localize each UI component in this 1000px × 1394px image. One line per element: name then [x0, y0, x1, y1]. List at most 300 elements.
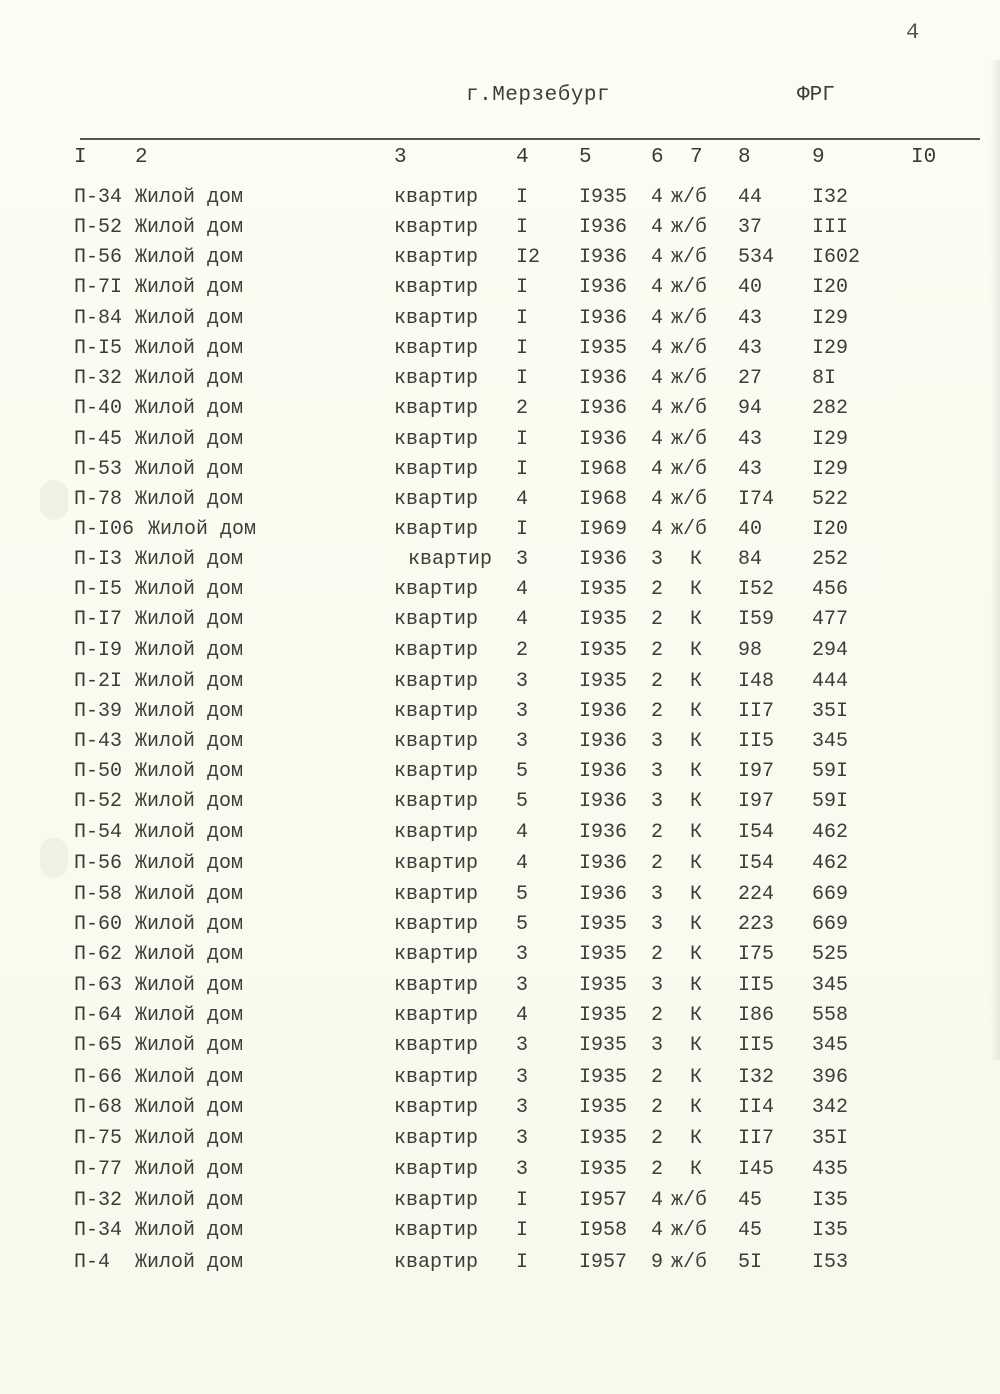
usage-type: квартир — [394, 790, 479, 813]
table-row — [0, 578, 1000, 608]
column-9-value: 525 — [812, 943, 849, 966]
column-8-value: 45 — [738, 1219, 763, 1242]
column-number: 4 — [516, 146, 529, 169]
usage-type: квартир — [394, 883, 479, 906]
usage-type: квартир — [394, 670, 479, 693]
count-value: 4 — [516, 1004, 529, 1027]
column-9-value: 345 — [812, 730, 849, 753]
usage-type: квартир — [394, 760, 479, 783]
table-row — [0, 307, 1000, 337]
column-9-value: I53 — [812, 1251, 849, 1274]
column-8-value: 223 — [738, 913, 775, 936]
column-9-value: 522 — [812, 488, 849, 511]
building-name: Жилой дом — [135, 246, 244, 269]
floors-value: 3 — [651, 730, 664, 753]
table-row — [0, 1096, 1000, 1126]
material-value: ж/б — [671, 337, 708, 360]
floors-value: 4 — [651, 1189, 664, 1212]
building-id: П-I7 — [74, 608, 123, 631]
building-id: П-I3 — [74, 548, 123, 571]
year-value: I936 — [579, 790, 628, 813]
building-id: П-45 — [74, 428, 123, 451]
table-row — [0, 974, 1000, 1004]
building-id: П-43 — [74, 730, 123, 753]
floors-value: 2 — [651, 670, 664, 693]
building-id: П-77 — [74, 1158, 123, 1181]
material-value: К — [690, 548, 703, 571]
building-name: Жилой дом — [135, 760, 244, 783]
material-value: К — [690, 608, 703, 631]
floors-value: 2 — [651, 578, 664, 601]
building-id: П-I9 — [74, 639, 123, 662]
column-9-value: I32 — [812, 186, 849, 209]
building-name: Жилой дом — [135, 790, 244, 813]
building-name: Жилой дом — [135, 1096, 244, 1119]
building-name: Жилой дом — [135, 730, 244, 753]
year-value: I935 — [579, 186, 628, 209]
building-name: Жилой дом — [135, 488, 244, 511]
material-value: ж/б — [671, 1251, 708, 1274]
usage-type: квартир — [394, 337, 479, 360]
table-row — [0, 367, 1000, 397]
building-id: П-2I — [74, 670, 123, 693]
column-9-value: I35 — [812, 1219, 849, 1242]
year-value: I935 — [579, 337, 628, 360]
usage-type: квартир — [394, 1127, 479, 1150]
column-9-value: 345 — [812, 1034, 849, 1057]
building-id: П-4 — [74, 1251, 111, 1274]
table-row — [0, 458, 1000, 488]
column-9-value: 669 — [812, 913, 849, 936]
material-value: К — [690, 883, 703, 906]
column-8-value: 27 — [738, 367, 763, 390]
usage-type: квартир — [394, 1004, 479, 1027]
building-id: П-34 — [74, 186, 123, 209]
floors-value: 2 — [651, 1158, 664, 1181]
column-8-value: 44 — [738, 186, 763, 209]
building-name: Жилой дом — [135, 943, 244, 966]
usage-type: квартир — [394, 246, 479, 269]
usage-type: квартир — [394, 1189, 479, 1212]
table-row — [0, 760, 1000, 790]
table-row — [0, 852, 1000, 882]
column-number: I — [74, 146, 87, 169]
material-value: К — [690, 1066, 703, 1089]
material-value: К — [690, 821, 703, 844]
usage-type: квартир — [394, 367, 479, 390]
count-value: I — [516, 216, 529, 239]
column-8-value: 534 — [738, 246, 775, 269]
building-name: Жилой дом — [135, 1219, 244, 1242]
material-value: К — [690, 700, 703, 723]
count-value: I — [516, 276, 529, 299]
building-name: Жилой дом — [135, 883, 244, 906]
usage-type: квартир — [394, 1158, 479, 1181]
year-value: I936 — [579, 852, 628, 875]
year-value: I958 — [579, 1219, 628, 1242]
column-9-value: 35I — [812, 700, 849, 723]
count-value: 3 — [516, 1096, 529, 1119]
floors-value: 4 — [651, 307, 664, 330]
floors-value: 3 — [651, 913, 664, 936]
building-name: Жилой дом — [135, 216, 244, 239]
building-name: Жилой дом — [148, 518, 257, 541]
building-name: Жилой дом — [135, 852, 244, 875]
floors-value: 3 — [651, 760, 664, 783]
column-9-value: 477 — [812, 608, 849, 631]
building-id: П-78 — [74, 488, 123, 511]
building-id: П-32 — [74, 1189, 123, 1212]
column-8-value: 45 — [738, 1189, 763, 1212]
building-id: П-84 — [74, 307, 123, 330]
column-9-value: 8I — [812, 367, 837, 390]
page-number: 4 — [906, 20, 920, 45]
count-value: 5 — [516, 913, 529, 936]
year-value: I936 — [579, 760, 628, 783]
column-9-value: 396 — [812, 1066, 849, 1089]
count-value: I — [516, 518, 529, 541]
floors-value: 2 — [651, 639, 664, 662]
building-name: Жилой дом — [135, 608, 244, 631]
column-8-value: I32 — [738, 1066, 775, 1089]
column-8-value: 84 — [738, 548, 763, 571]
building-id: П-I06 — [74, 518, 135, 541]
column-8-value: II4 — [738, 1096, 775, 1119]
column-8-value: 5I — [738, 1251, 763, 1274]
count-value: I — [516, 1189, 529, 1212]
count-value: 3 — [516, 1127, 529, 1150]
column-8-value: 43 — [738, 307, 763, 330]
column-8-value: I75 — [738, 943, 775, 966]
material-value: К — [690, 974, 703, 997]
building-name: Жилой дом — [135, 1066, 244, 1089]
floors-value: 2 — [651, 1127, 664, 1150]
column-8-value: 43 — [738, 337, 763, 360]
table-row — [0, 246, 1000, 276]
count-value: 3 — [516, 1066, 529, 1089]
column-8-value: I54 — [738, 821, 775, 844]
floors-value: 4 — [651, 518, 664, 541]
material-value: ж/б — [671, 367, 708, 390]
building-name: Жилой дом — [135, 367, 244, 390]
year-value: I935 — [579, 608, 628, 631]
table-row — [0, 730, 1000, 760]
building-name: Жилой дом — [135, 276, 244, 299]
year-value: I936 — [579, 730, 628, 753]
table-row — [0, 913, 1000, 943]
column-9-value: 456 — [812, 578, 849, 601]
usage-type: квартир — [394, 700, 479, 723]
count-value: 4 — [516, 821, 529, 844]
building-name: Жилой дом — [135, 974, 244, 997]
column-8-value: 40 — [738, 518, 763, 541]
column-9-value: 282 — [812, 397, 849, 420]
table-row — [0, 518, 1000, 548]
count-value: 2 — [516, 639, 529, 662]
material-value: ж/б — [671, 397, 708, 420]
count-value: 4 — [516, 608, 529, 631]
column-8-value: I59 — [738, 608, 775, 631]
year-value: I936 — [579, 216, 628, 239]
count-value: I — [516, 1251, 529, 1274]
header-country: ФРГ — [797, 84, 835, 107]
material-value: К — [690, 943, 703, 966]
column-8-value: I54 — [738, 852, 775, 875]
building-name: Жилой дом — [135, 1189, 244, 1212]
column-9-value: 342 — [812, 1096, 849, 1119]
floors-value: 2 — [651, 852, 664, 875]
year-value: I936 — [579, 821, 628, 844]
table-row — [0, 943, 1000, 973]
floors-value: 9 — [651, 1251, 664, 1274]
count-value: I2 — [516, 246, 541, 269]
column-number: 8 — [738, 146, 751, 169]
building-id: П-50 — [74, 760, 123, 783]
count-value: 4 — [516, 578, 529, 601]
table-row — [0, 1066, 1000, 1096]
material-value: ж/б — [671, 186, 708, 209]
usage-type: квартир — [394, 974, 479, 997]
table-row — [0, 670, 1000, 700]
column-9-value: III — [812, 216, 849, 239]
material-value: К — [690, 1004, 703, 1027]
count-value: 3 — [516, 1158, 529, 1181]
count-value: I — [516, 186, 529, 209]
column-9-value: 35I — [812, 1127, 849, 1150]
column-8-value: II5 — [738, 974, 775, 997]
usage-type: квартир — [394, 1034, 479, 1057]
count-value: 3 — [516, 1034, 529, 1057]
year-value: I935 — [579, 578, 628, 601]
building-name: Жилой дом — [135, 458, 244, 481]
table-row — [0, 1004, 1000, 1034]
table-row — [0, 821, 1000, 851]
building-id: П-56 — [74, 852, 123, 875]
column-8-value: 98 — [738, 639, 763, 662]
building-id: П-39 — [74, 700, 123, 723]
usage-type: квартир — [394, 852, 479, 875]
building-id: П-54 — [74, 821, 123, 844]
column-9-value: 59I — [812, 790, 849, 813]
count-value: I — [516, 307, 529, 330]
year-value: I957 — [579, 1189, 628, 1212]
floors-value: 4 — [651, 1219, 664, 1242]
column-9-value: I29 — [812, 428, 849, 451]
building-name: Жилой дом — [135, 639, 244, 662]
year-value: I935 — [579, 1127, 628, 1150]
year-value: I936 — [579, 700, 628, 723]
count-value: 3 — [516, 943, 529, 966]
year-value: I936 — [579, 883, 628, 906]
usage-type: квартир — [394, 458, 479, 481]
column-9-value: 294 — [812, 639, 849, 662]
column-8-value: I48 — [738, 670, 775, 693]
building-id: П-52 — [74, 216, 123, 239]
count-value: 3 — [516, 700, 529, 723]
year-value: I935 — [579, 943, 628, 966]
floors-value: 2 — [651, 700, 664, 723]
column-8-value: 224 — [738, 883, 775, 906]
column-number: 9 — [812, 146, 825, 169]
column-9-value: I20 — [812, 518, 849, 541]
material-value: ж/б — [671, 246, 708, 269]
year-value: I935 — [579, 1158, 628, 1181]
count-value: I — [516, 458, 529, 481]
column-8-value: I97 — [738, 760, 775, 783]
table-row — [0, 790, 1000, 820]
building-name: Жилой дом — [135, 397, 244, 420]
year-value: I936 — [579, 276, 628, 299]
column-8-value: I45 — [738, 1158, 775, 1181]
floors-value: 4 — [651, 458, 664, 481]
table-row — [0, 1127, 1000, 1157]
building-name: Жилой дом — [135, 337, 244, 360]
column-number: 6 — [651, 146, 664, 169]
building-id: П-52 — [74, 790, 123, 813]
building-id: П-68 — [74, 1096, 123, 1119]
year-value: I935 — [579, 974, 628, 997]
table-row — [0, 883, 1000, 913]
building-id: П-62 — [74, 943, 123, 966]
floors-value: 4 — [651, 337, 664, 360]
year-value: I935 — [579, 1096, 628, 1119]
building-id: П-64 — [74, 1004, 123, 1027]
material-value: К — [690, 730, 703, 753]
table-row — [0, 1189, 1000, 1219]
material-value: К — [690, 1127, 703, 1150]
count-value: 5 — [516, 790, 529, 813]
year-value: I935 — [579, 1034, 628, 1057]
building-id: П-63 — [74, 974, 123, 997]
count-value: 2 — [516, 397, 529, 420]
material-value: К — [690, 1034, 703, 1057]
column-9-value: I29 — [812, 458, 849, 481]
usage-type: квартир — [394, 428, 479, 451]
material-value: ж/б — [671, 1189, 708, 1212]
column-9-value: 435 — [812, 1158, 849, 1181]
table-row — [0, 276, 1000, 306]
column-8-value: 94 — [738, 397, 763, 420]
year-value: I968 — [579, 488, 628, 511]
count-value: 5 — [516, 760, 529, 783]
usage-type: квартир — [394, 730, 479, 753]
building-id: П-I5 — [74, 578, 123, 601]
building-id: П-I5 — [74, 337, 123, 360]
table-row — [0, 337, 1000, 367]
floors-value: 4 — [651, 367, 664, 390]
building-name: Жилой дом — [135, 913, 244, 936]
table-row — [0, 1158, 1000, 1188]
usage-type: квартир — [394, 488, 479, 511]
usage-type: квартир — [394, 913, 479, 936]
table-row — [0, 1251, 1000, 1281]
column-9-value: 252 — [812, 548, 849, 571]
material-value: ж/б — [671, 458, 708, 481]
count-value: I — [516, 1219, 529, 1242]
usage-type: квартир — [394, 1251, 479, 1274]
column-8-value: I74 — [738, 488, 775, 511]
column-number: I0 — [911, 146, 937, 169]
usage-type: квартир — [394, 1066, 479, 1089]
material-value: К — [690, 852, 703, 875]
column-9-value: 345 — [812, 974, 849, 997]
material-value: К — [690, 639, 703, 662]
floors-value: 4 — [651, 428, 664, 451]
count-value: 3 — [516, 670, 529, 693]
building-name: Жилой дом — [135, 700, 244, 723]
table-row — [0, 1219, 1000, 1249]
material-value: ж/б — [671, 216, 708, 239]
usage-type: квартир — [394, 307, 479, 330]
floors-value: 2 — [651, 1096, 664, 1119]
column-8-value: 37 — [738, 216, 763, 239]
year-value: I936 — [579, 367, 628, 390]
column-9-value: 444 — [812, 670, 849, 693]
usage-type: квартир — [394, 216, 479, 239]
usage-type: квартир — [394, 943, 479, 966]
column-9-value: I29 — [812, 307, 849, 330]
year-value: I935 — [579, 913, 628, 936]
year-value: I957 — [579, 1251, 628, 1274]
header-city: г.Мерзебург — [466, 84, 611, 107]
floors-value: 2 — [651, 943, 664, 966]
building-id: П-58 — [74, 883, 123, 906]
building-name: Жилой дом — [135, 428, 244, 451]
year-value: I936 — [579, 307, 628, 330]
table-row — [0, 548, 1000, 578]
building-id: П-32 — [74, 367, 123, 390]
floors-value: 4 — [651, 397, 664, 420]
column-9-value: I35 — [812, 1189, 849, 1212]
column-9-value: I602 — [812, 246, 861, 269]
material-value: К — [690, 790, 703, 813]
building-name: Жилой дом — [135, 548, 244, 571]
usage-type: квартир — [394, 578, 479, 601]
floors-value: 4 — [651, 246, 664, 269]
column-9-value: 462 — [812, 852, 849, 875]
table-row — [0, 639, 1000, 669]
year-value: I936 — [579, 548, 628, 571]
count-value: I — [516, 367, 529, 390]
year-value: I935 — [579, 1066, 628, 1089]
column-9-value: I29 — [812, 337, 849, 360]
material-value: ж/б — [671, 1219, 708, 1242]
floors-value: 2 — [651, 1066, 664, 1089]
column-9-value: 462 — [812, 821, 849, 844]
material-value: ж/б — [671, 488, 708, 511]
building-name: Жилой дом — [135, 1034, 244, 1057]
material-value: ж/б — [671, 518, 708, 541]
table-row — [0, 186, 1000, 216]
table-row — [0, 488, 1000, 518]
count-value: 5 — [516, 883, 529, 906]
column-number: 2 — [135, 146, 148, 169]
building-id: П-53 — [74, 458, 123, 481]
material-value: ж/б — [671, 276, 708, 299]
floors-value: 2 — [651, 821, 664, 844]
building-id: П-40 — [74, 397, 123, 420]
material-value: К — [690, 913, 703, 936]
count-value: 4 — [516, 488, 529, 511]
column-8-value: 40 — [738, 276, 763, 299]
building-name: Жилой дом — [135, 1251, 244, 1274]
building-id: П-56 — [74, 246, 123, 269]
year-value: I935 — [579, 1004, 628, 1027]
floors-value: 4 — [651, 186, 664, 209]
floors-value: 2 — [651, 1004, 664, 1027]
column-9-value: 669 — [812, 883, 849, 906]
material-value: К — [690, 760, 703, 783]
